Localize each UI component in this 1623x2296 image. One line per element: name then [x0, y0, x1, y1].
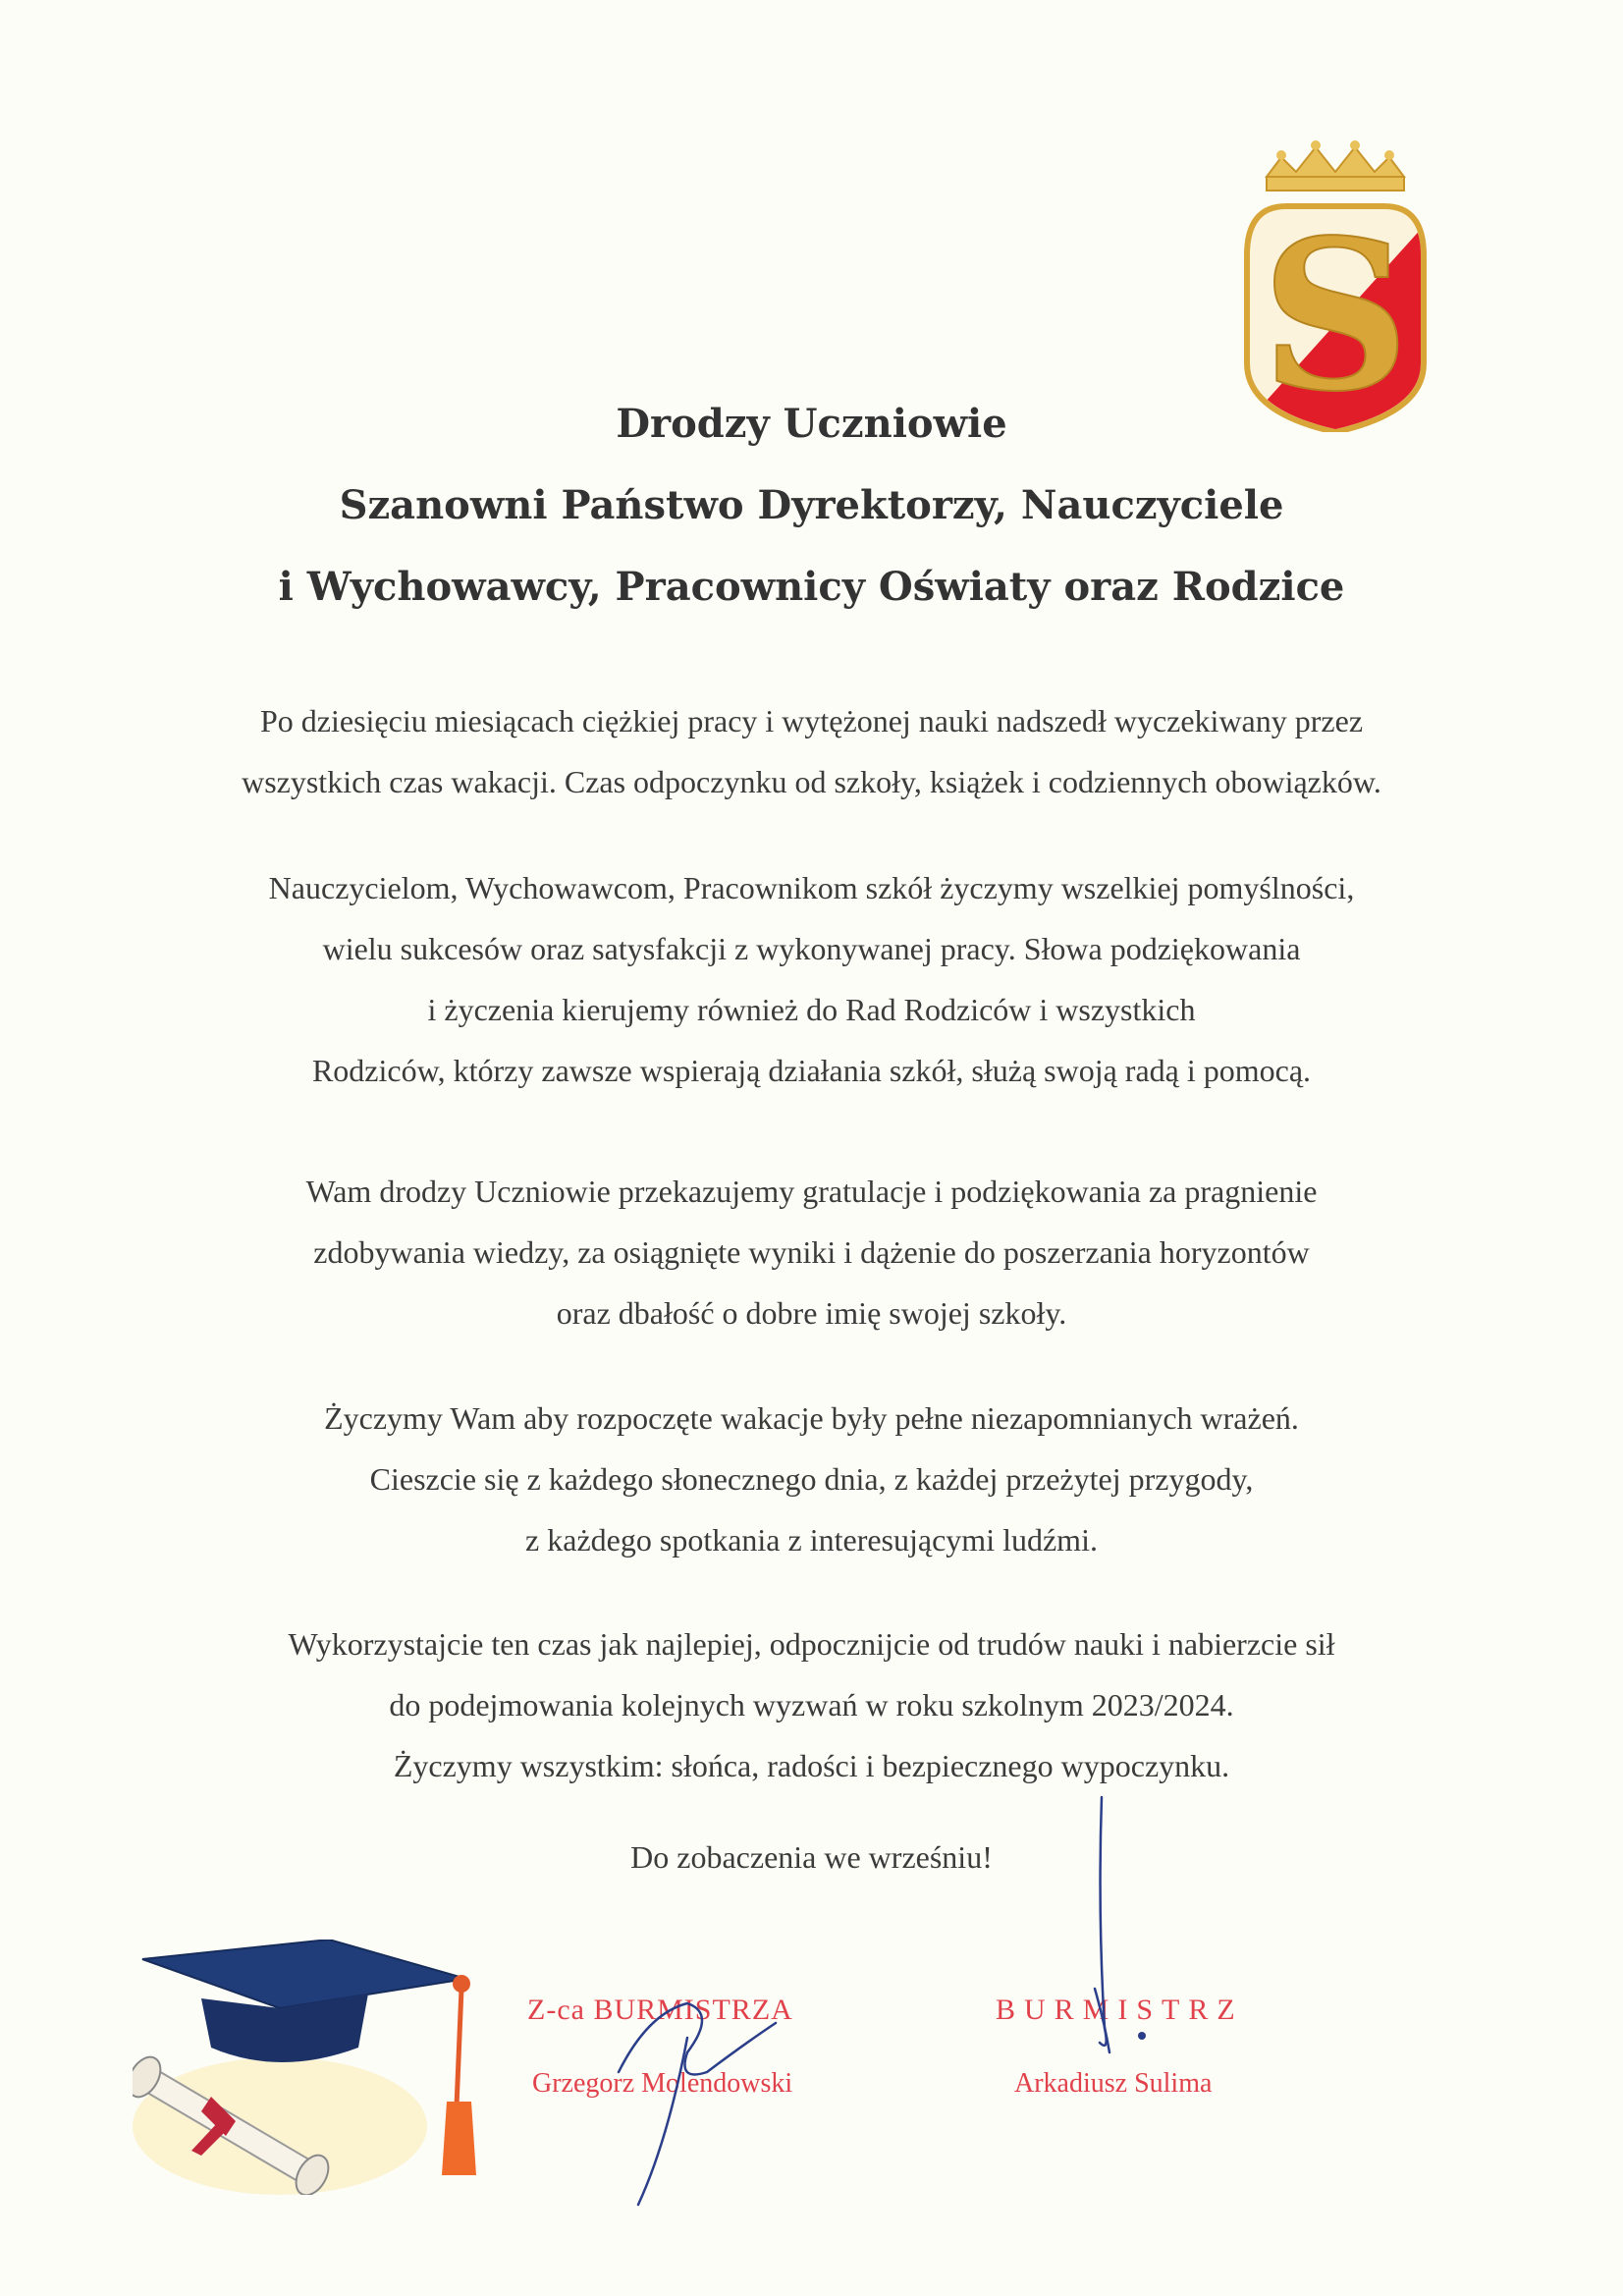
signatory-2-name: Arkadiusz Sulima [1014, 2068, 1213, 2099]
text-line: Wykorzystajcie ten czas jak najlepiej, odpocznijcie od trudów nauki i nabierzcie sił [288, 1626, 1335, 1662]
signatory-2-title: BURMISTRZ [996, 1994, 1244, 2026]
text-line: Do zobaczenia we wrześniu! [630, 1839, 993, 1875]
heading-line-3: i Wychowawcy, Pracownicy Oświaty oraz Rodzice [278, 564, 1345, 610]
signature-2-dot [1138, 2032, 1146, 2040]
text-line: Rodziców, którzy zawsze wspierają działania szkół, służą swoją radą i pomocą. [311, 1053, 1312, 1088]
text-line: wielu sukcesów oraz satysfakcji z wykonywanej pracy. Słowa podziękowania [322, 931, 1301, 966]
text-line: Cieszcie się z każdego słonecznego dnia, z każdej przeżytej przygody, [369, 1461, 1254, 1497]
paragraph-students [118, 1161, 1505, 1343]
text-line: Nauczycielom, Wychowawcom, Pracownikom szkół życzymy wszelkiej pomyślności, [268, 870, 1355, 905]
text-line: Życzymy wszystkim: słońca, radości i bezpiecznego wypoczynku. [393, 1748, 1230, 1783]
signatory-1-name: Grzegorz Molendowski [532, 2068, 793, 2099]
text-line: z każdego spotkania z interesującymi ludźmi. [525, 1522, 1098, 1558]
paragraph-wishes [118, 1388, 1505, 1570]
signatory-1-title: Z-ca BURMISTRZA [527, 1994, 793, 2026]
paragraph-closing [118, 1613, 1505, 1796]
text-line: zdobywania wiedzy, za osiągnięte wyniki i dążenie do poszerzania horyzontów [313, 1234, 1310, 1270]
text-line: Po dziesięciu miesiącach ciężkiej pracy i wytężonej nauki nadszedł wyczekiwany przez [259, 703, 1364, 738]
heading-greeting: Drodzy Uczniowie [616, 401, 1007, 447]
text-line: i życzenia kierujemy również do Rad Rodziców i wszystkich [427, 992, 1196, 1027]
text-line: do podejmowania kolejnych wyzwań w roku szkolnym 2023/2024. [389, 1687, 1234, 1722]
paragraph-teachers [118, 857, 1505, 1101]
crest-letter: S [1261, 194, 1410, 432]
text-line: Wam drodzy Uczniowie przekazujemy gratulacje i podziękowania za pragnienie [305, 1174, 1318, 1209]
text-line: oraz dbałość o dobre imię swojej szkoły. [556, 1295, 1067, 1331]
heading-line-2: Szanowni Państwo Dyrektorzy, Nauczyciele [339, 482, 1284, 528]
graduation-cap-icon [133, 1940, 486, 2195]
paragraph-farewell [118, 1827, 1505, 1887]
paragraph-intro [118, 690, 1505, 812]
text-line: wszystkich czas wakacji. Czas odpoczynku od szkoły, książek i codziennych obowiązków. [242, 764, 1381, 799]
text-line: Życzymy Wam aby rozpoczęte wakacje były pełne niezapomnianych wrażeń. [324, 1400, 1299, 1436]
signature-1-stroke [638, 2038, 687, 2205]
coat-of-arms-icon [1227, 137, 1443, 432]
